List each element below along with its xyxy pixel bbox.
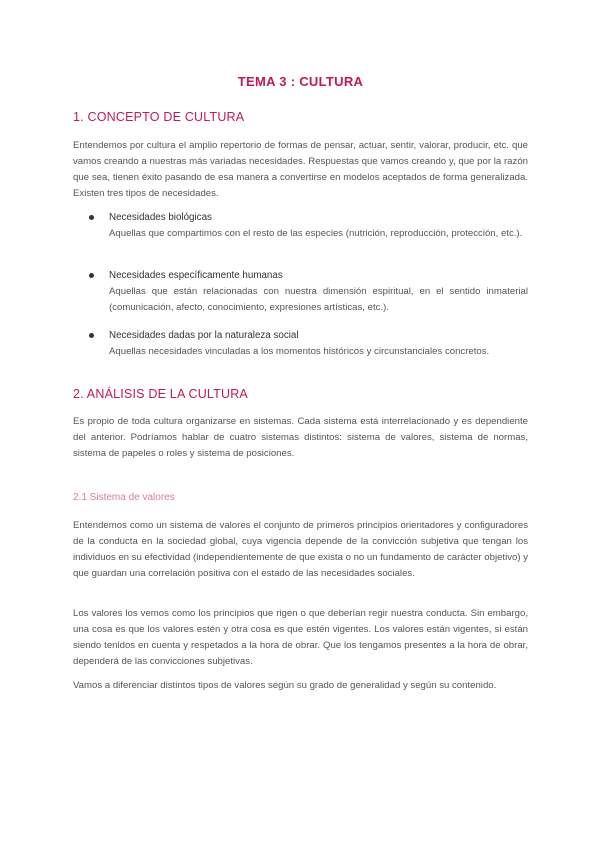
list-item-text: Aquellas que compartimos con el resto de las especies (nutrición, reproducción, protección, etc.).: [109, 228, 523, 239]
list-item-text: Aquellas necesidades vinculadas a los momentos históricos y circunstanciales concretos.: [109, 346, 490, 357]
bullet-icon: [89, 273, 94, 278]
list-item-text: Aquellas que están relacionadas con nuestra dimensión espiritual, en el sentido inmaterial (comunicación, afecto, conocimiento, expresiones artísticas, etc.).: [109, 286, 528, 313]
paragraph: Los valores los vemos como los principios que rigen o que deberían regir nuestra conducta. Sin embargo, una cosa es que los valores estén y otra cosa es que estén vigentes. Los valores están vigentes, si están siendo tenidos en cuenta y respetados a la hora de obrar. Que los tengamos presentes a la hora de obrar, dependerá de las convicciones subjetivas.: [73, 608, 528, 667]
paragraph: Vamos a diferenciar distintos tipos de valores según su grado de generalidad y según su contenido.: [73, 680, 497, 691]
list-item-title: Necesidades específicamente humanas: [109, 270, 283, 281]
section-1-intro: Entendemos por cultura el amplio repertorio de formas de pensar, actuar, sentir, valorar, producir, etc. que vamos creando a nuestras más variadas necesidades. Respuestas que vamos creando y, que por la razón que sea, tienen éxito pasando de esa manera a convertirse en modelos aceptados de forma generalizada. Existen tres tipos de necesidades.: [73, 140, 528, 199]
bullet-icon: [89, 333, 94, 338]
bullet-icon: [89, 215, 94, 220]
section-1-heading: 1. CONCEPTO DE CULTURA: [73, 110, 245, 124]
section-2-intro: Es propio de toda cultura organizarse en sistemas. Cada sistema está interrelacionado y es dependiente del anterior. Podríamos hablar de cuatro sistemas distintos: sistema de valores, sistema de normas, sistema de papeles o roles y sistema de posiciones.: [73, 416, 528, 459]
document-title: TEMA 3 : CULTURA: [237, 74, 364, 89]
section-2-heading: 2. ANÁLISIS DE LA CULTURA: [73, 387, 248, 401]
paragraph: Entendemos como un sistema de valores el conjunto de primeros principios orientadores y configuradores de la conducta en la sociedad global, cuya vigencia depende de la convicción subjetiva que tengan los individuos en su efectividad (independientemente de que exista o no un fundamento de carácter objetivo) y que guardan una correlación positiva con el estado de las necesidades sociales.: [73, 520, 528, 579]
list-item-title: Necesidades dadas por la naturaleza social: [109, 330, 299, 341]
list-item-title: Necesidades biológicas: [109, 212, 212, 223]
subsection-heading: 2.1 Sistema de valores: [73, 492, 175, 503]
